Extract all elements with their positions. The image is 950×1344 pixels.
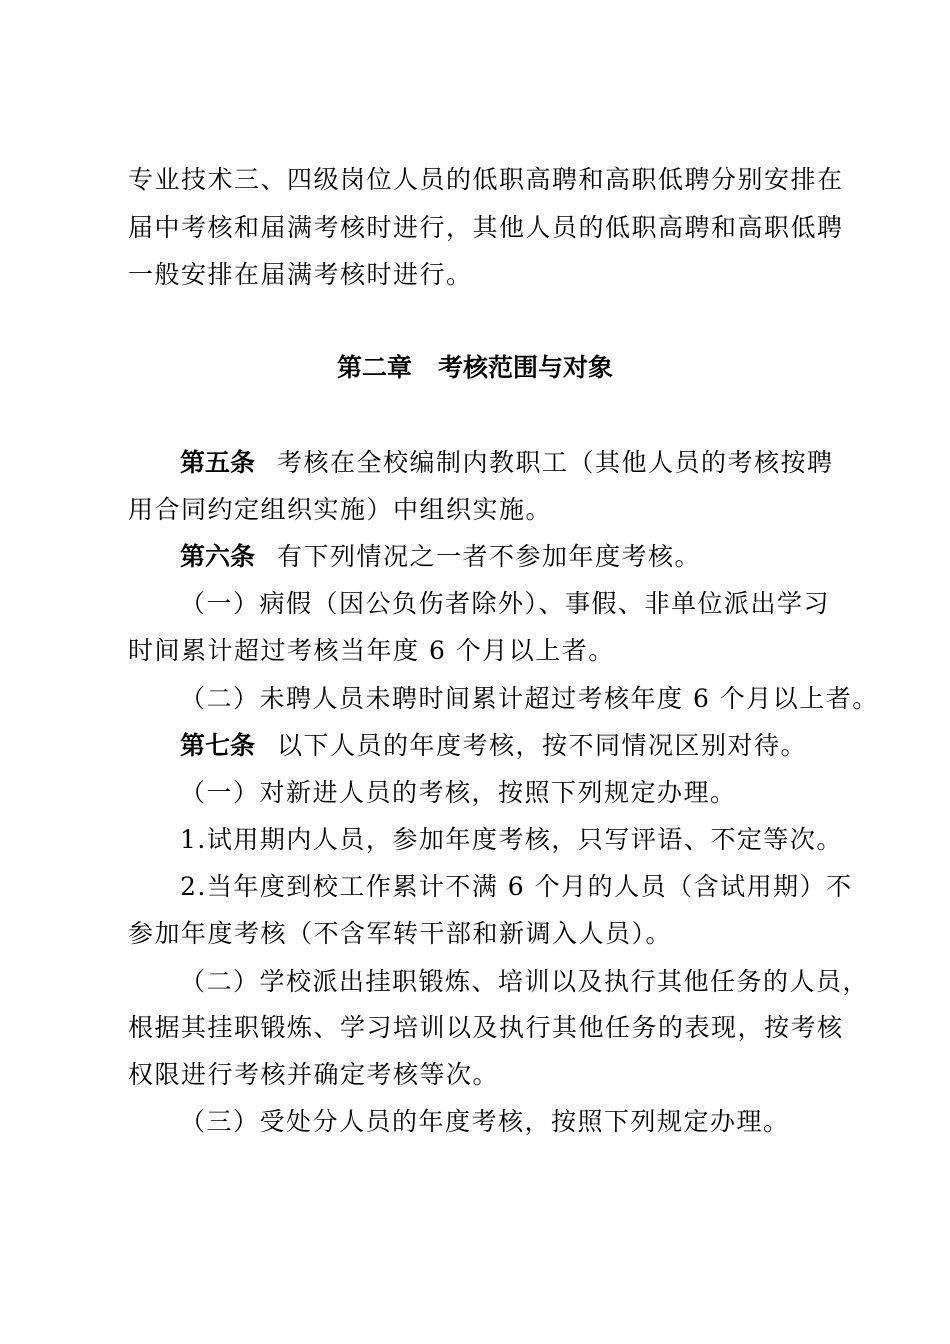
list-item: （二）未聘人员未聘时间累计超过考核年度 6 个月以上者。 bbox=[180, 684, 879, 713]
article-label: 第五条 bbox=[180, 448, 256, 477]
paragraph-line: 一般安排在届满考核时进行。 bbox=[128, 260, 473, 289]
paragraph-line: 专业技术三、四级岗位人员的低职高聘和高职低聘分别安排在 bbox=[128, 165, 844, 194]
chapter-title: 考核范围与对象 bbox=[438, 353, 614, 382]
paragraph-line: 时间累计超过考核当年度 6 个月以上者。 bbox=[128, 636, 615, 665]
article-text: 考核在全校编制内教职工（其他人员的考核按聘 bbox=[277, 448, 834, 477]
article-label: 第六条 bbox=[180, 542, 256, 571]
list-item: （一）对新进人员的考核，按照下列规定办理。 bbox=[180, 778, 737, 807]
list-item: 1.试用期内人员，参加年度考核，只写评语、不定等次。 bbox=[180, 825, 843, 854]
paragraph-line: 权限进行考核并确定考核等次。 bbox=[128, 1060, 500, 1089]
article-6 bbox=[180, 542, 880, 572]
paragraph-line: 届中考核和届满考核时进行，其他人员的低职高聘和高职低聘 bbox=[128, 213, 844, 242]
article-5 bbox=[180, 448, 880, 478]
paragraph-line: 用合同约定组织实施）中组织实施。 bbox=[128, 495, 553, 524]
list-item: （三）受处分人员的年度考核，按照下列规定办理。 bbox=[180, 1107, 790, 1136]
article-text: 以下人员的年度考核，按不同情况区别对待。 bbox=[277, 731, 808, 760]
list-item: （二）学校派出挂职锻炼、培训以及执行其他任务的人员， bbox=[180, 967, 870, 996]
list-item: 2.当年度到校工作累计不满 6 个月的人员（含试用期）不 bbox=[180, 872, 853, 901]
chapter-heading bbox=[0, 353, 950, 383]
chapter-number: 第二章 bbox=[336, 353, 412, 382]
article-label: 第七条 bbox=[180, 731, 256, 760]
paragraph-line: 参加年度考核（不含军转干部和新调入人员）。 bbox=[128, 919, 673, 948]
article-text: 有下列情况之一者不参加年度考核。 bbox=[277, 542, 702, 571]
article-7 bbox=[180, 731, 880, 761]
list-item: （一）病假（因公负伤者除外）、事假、非单位派出学习 bbox=[180, 589, 831, 618]
paragraph-line: 根据其挂职锻炼、学习培训以及执行其他任务的表现，按考核 bbox=[128, 1013, 844, 1042]
